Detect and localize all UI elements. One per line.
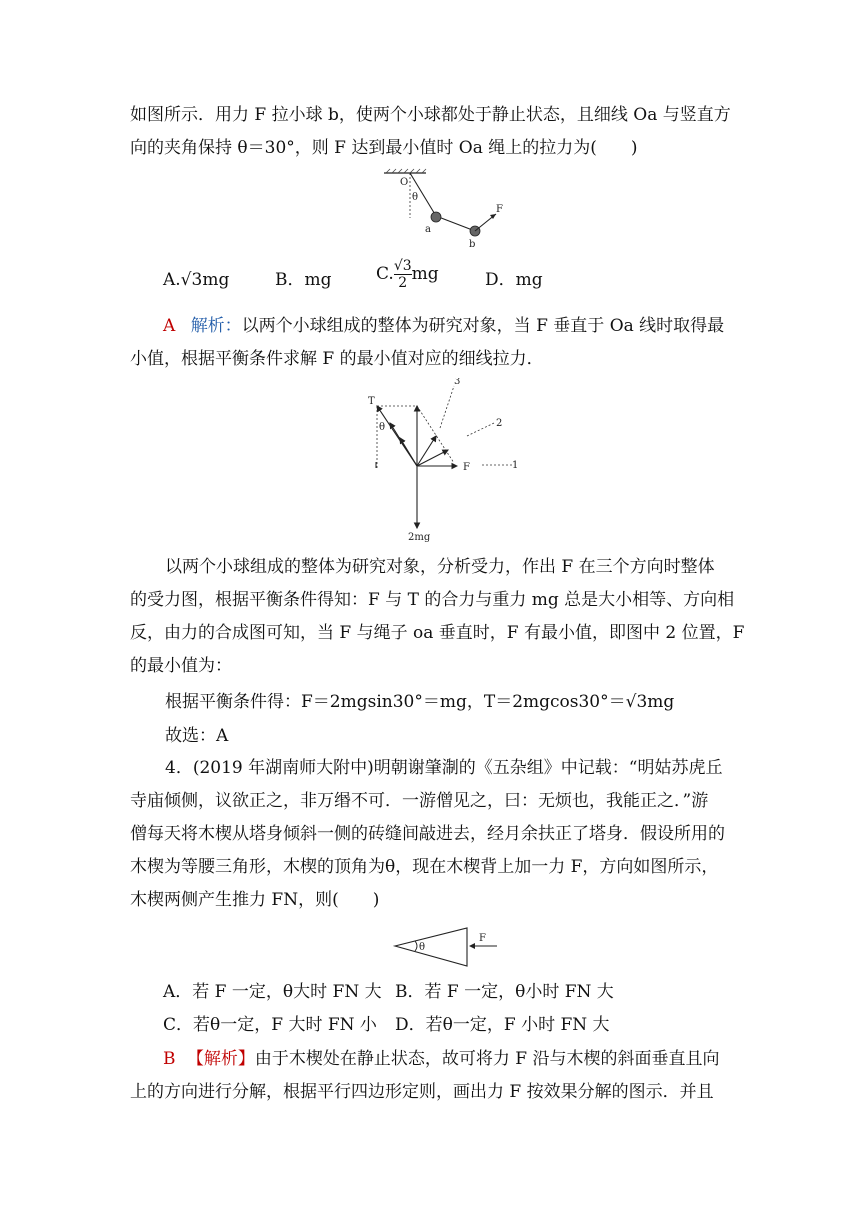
para1-line2: 的受力图，根据平衡条件得知：F 与 T 的合力与重力 mg 总是大小相等、方向相 xyxy=(130,590,735,610)
option-c-fraction xyxy=(394,258,412,291)
problem3-analysis-line1 xyxy=(163,314,724,338)
problem4-line1: 4．(2019 年湖南师大附中)明朝谢肇淛的《五杂组》中记载：“明姑苏虎丘 xyxy=(165,758,723,778)
label-a: a xyxy=(425,224,431,235)
problem3-option-d: D．mg xyxy=(485,270,543,290)
choice-line: 故选：A xyxy=(165,726,229,746)
problem4-line5: 木楔两侧产生推力 FN，则( ) xyxy=(130,890,380,910)
diagram-label-T: T xyxy=(368,396,375,407)
problem3-pendulum-figure xyxy=(380,168,510,252)
label-O: O xyxy=(400,177,409,188)
diagram-label-1: 1 xyxy=(512,460,519,471)
option-c-suffix: mg xyxy=(411,264,439,284)
wedge-label-F: F xyxy=(479,933,486,944)
label-b: b xyxy=(469,239,476,250)
problem4-analysis-text1: 由于木楔处在静止状态，故可将力 F 沿与木楔的斜面垂直且向 xyxy=(254,1049,720,1069)
wedge-label-theta: θ xyxy=(419,942,426,953)
label-theta: θ xyxy=(412,192,419,203)
para1-line1: 以两个小球组成的整体为研究对象，分析受力，作出 F 在三个方向时整体 xyxy=(165,557,715,577)
problem4-option-c: C．若θ一定，F 大时 FN 小 xyxy=(163,1015,377,1035)
problem4-option-a: A．若 F 一定，θ大时 FN 大 xyxy=(163,982,382,1002)
problem3-stem-line2: 向的夹角保持 θ＝30°，则 F 达到最小值时 Oa 绳上的拉力为( ) xyxy=(130,138,638,158)
option-c-numerator: √3 xyxy=(393,258,412,274)
problem3-option-a: A.√3mg xyxy=(163,270,230,290)
problem4-analysis-label: 【解析】 xyxy=(186,1049,255,1069)
problem3-analysis-label: 解析： xyxy=(190,316,242,336)
diagram-label-2: 2 xyxy=(496,418,503,429)
problem4-analysis-line2: 上的方向进行分解，根据平行四边形定则，画出力 F 按效果分解的图示．并且 xyxy=(130,1082,714,1102)
diagram-label-3: 3 xyxy=(454,378,461,387)
problem3-stem-line1: 如图所示．用力 F 拉小球 b，使两个小球都处于静止状态，且细线 Oa 与竖直方 xyxy=(130,105,731,125)
problem4-wedge-figure xyxy=(393,924,503,970)
problem3-analysis-text1: 以两个小球组成的整体为研究对象，当 F 垂直于 Oa 线时取得最 xyxy=(241,316,725,336)
para1-line3: 反，由力的合成图可知，当 F 与绳子 oa 垂直时，F 有最小值，即图中 2 位置，F xyxy=(130,623,745,643)
problem4-option-d: D．若θ一定，F 小时 FN 大 xyxy=(395,1015,610,1035)
problem4-line4: 木楔为等腰三角形，木楔的顶角为θ，现在木楔背上加一力 F，方向如图所示， xyxy=(130,857,719,877)
diagram-label-theta: θ xyxy=(379,422,386,433)
para1-line4: 的最小值为： xyxy=(130,656,232,676)
problem3-analysis-line2: 小值，根据平衡条件求解 F 的最小值对应的细线拉力． xyxy=(130,349,544,369)
diagram-label-2mg: 2mg xyxy=(408,532,431,543)
problem3-answer-letter: A xyxy=(163,316,176,336)
equation-line: 根据平衡条件得：F＝2mgsin30°＝mg，T＝2mgcos30°＝√3mg xyxy=(165,692,675,712)
problem4-line3: 僧每天将木楔从塔身倾斜一侧的砖缝间敲进去，经月余扶正了塔身．假设所用的 xyxy=(130,824,725,844)
problem4-analysis-line1 xyxy=(163,1047,720,1071)
problem3-force-diagram xyxy=(362,378,532,543)
problem4-line2: 寺庙倾侧，议欲正之，非万缗不可．一游僧见之，曰：无烦也，我能正之．”游 xyxy=(130,791,709,811)
option-c-prefix: C. xyxy=(376,264,394,284)
diagram-label-F: F xyxy=(463,462,470,473)
problem3-option-c xyxy=(376,258,439,291)
option-c-denominator: 2 xyxy=(398,275,408,291)
problem4-answer-letter: B xyxy=(163,1049,176,1069)
problem3-option-b: B．mg xyxy=(275,270,332,290)
problem4-option-b: B．若 F 一定，θ小时 FN 大 xyxy=(395,982,614,1002)
label-F: F xyxy=(496,204,503,215)
